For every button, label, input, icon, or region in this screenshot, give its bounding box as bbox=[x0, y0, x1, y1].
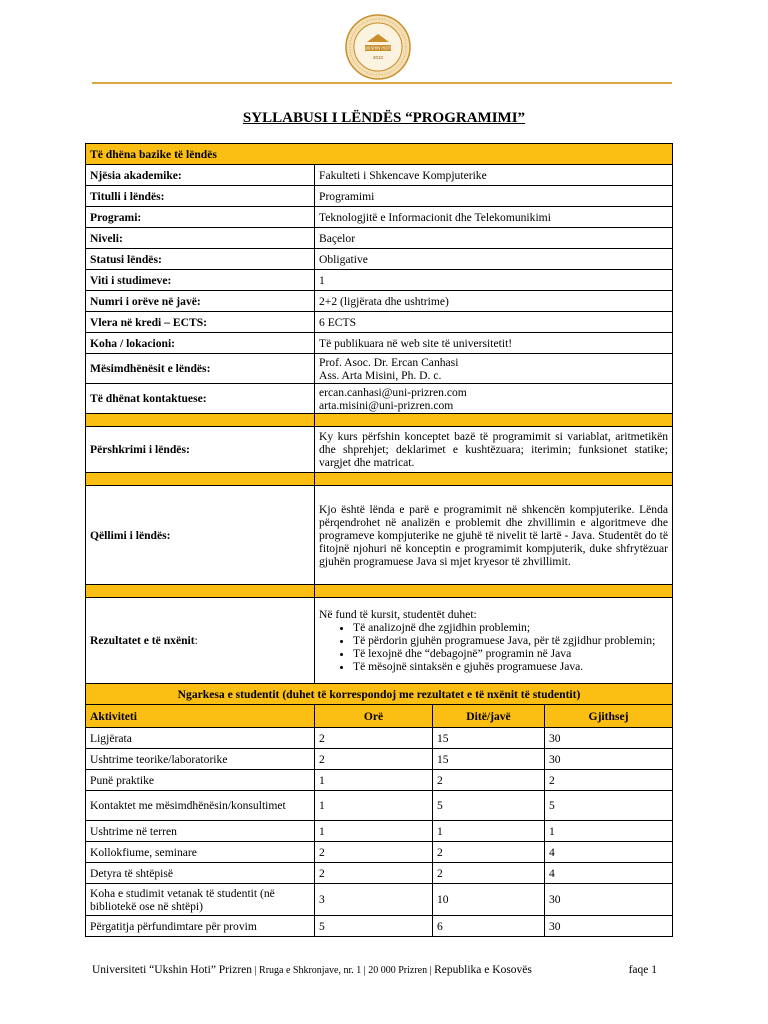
teacher-name: Prof. Asoc. Dr. Ercan Canhasi bbox=[319, 355, 459, 369]
footer-university: Universiteti “Ukshin Hoti” Prizren bbox=[92, 964, 253, 976]
info-label: Viti i studimeve: bbox=[86, 270, 315, 291]
seal-name: UKSHIN HOTI bbox=[364, 45, 392, 51]
info-value: Teknologjitë e Informacionit dhe Telekomunikimi bbox=[315, 207, 673, 228]
info-row bbox=[86, 165, 673, 186]
column-header-total: Gjithsej bbox=[545, 705, 673, 728]
description-row bbox=[86, 427, 673, 473]
teachers-label: Mësimdhënësit e lëndës: bbox=[86, 354, 315, 384]
activity-hours: 2 bbox=[315, 842, 433, 863]
activity-hours: 1 bbox=[315, 821, 433, 842]
activity-total: 5 bbox=[545, 791, 673, 821]
activity-hours: 1 bbox=[315, 791, 433, 821]
info-row bbox=[86, 333, 673, 354]
activity-hours: 1 bbox=[315, 770, 433, 791]
page-number: faqe 1 bbox=[628, 964, 657, 976]
activity-hours: 2 bbox=[315, 863, 433, 884]
info-row bbox=[86, 249, 673, 270]
activity-name: Përgatitja përfundimtare për provim bbox=[86, 916, 315, 937]
info-label: Niveli: bbox=[86, 228, 315, 249]
spacer-row bbox=[86, 414, 673, 427]
activity-total: 4 bbox=[545, 863, 673, 884]
activity-days: 2 bbox=[433, 842, 545, 863]
activity-total: 30 bbox=[545, 916, 673, 937]
objective-row bbox=[86, 486, 673, 585]
workload-header: Ngarkesa e studentit (duhet të korrespondoj me rezultatet e të nxënit të studentit) bbox=[86, 684, 673, 705]
outcome-item: • Të mësojnë sintaksën e gjuhës programuese Java. bbox=[353, 660, 668, 673]
activity-hours: 5 bbox=[315, 916, 433, 937]
activity-name: Detyra të shtëpisë bbox=[86, 863, 315, 884]
outcomes-row bbox=[86, 598, 673, 684]
workload-row bbox=[86, 842, 673, 863]
info-row bbox=[86, 186, 673, 207]
activity-total: 4 bbox=[545, 842, 673, 863]
outcomes-intro: Në fund të kursit, studentët duhet: bbox=[319, 608, 477, 621]
info-value: Obligative bbox=[315, 249, 673, 270]
footer-country: Republika e Kosovës bbox=[434, 964, 532, 976]
workload-header-row bbox=[86, 684, 673, 705]
spacer-row bbox=[86, 473, 673, 486]
activity-name: Koha e studimit vetanak të studentit (në bibliotekë ose në shtëpi) bbox=[86, 884, 315, 916]
footer-separator: | bbox=[252, 965, 260, 976]
column-header-activity: Aktiviteti bbox=[86, 705, 315, 728]
contact-email: arta.misini@uni-prizren.com bbox=[319, 398, 454, 412]
info-label: Numri i orëve në javë: bbox=[86, 291, 315, 312]
info-label: Vlera në kredi – ECTS: bbox=[86, 312, 315, 333]
activity-days: 6 bbox=[433, 916, 545, 937]
activity-total: 30 bbox=[545, 749, 673, 770]
workload-row bbox=[86, 728, 673, 749]
activity-days: 2 bbox=[433, 863, 545, 884]
activity-days: 15 bbox=[433, 749, 545, 770]
activity-hours: 2 bbox=[315, 749, 433, 770]
seal-year: 2010 bbox=[372, 55, 384, 60]
activity-name: Ushtrime teorike/laboratorike bbox=[86, 749, 315, 770]
workload-columns-row bbox=[86, 705, 673, 728]
info-value: Baçelor bbox=[315, 228, 673, 249]
contacts-label: Të dhënat kontaktuese: bbox=[86, 384, 315, 414]
info-label: Programi: bbox=[86, 207, 315, 228]
objective-text: Kjo është lënda e parë e programimit në shkencën kompjuterike. Lënda përqendrohet në analizën e problemit dhe zhvillimin e algoritmeve dhe programeve kompjuterike ne gjuhë të nivelit të lartë - Java. Studentët do të fitojnë njohuri në konceptin e programimit kompjuterik, duke shfrytëzuar gjuhën programuese Java si mjet kryesor të zhvillimit. bbox=[315, 486, 673, 585]
activity-name: Kontaktet me mësimdhënësin/konsultimet bbox=[86, 791, 315, 821]
info-value: 1 bbox=[315, 270, 673, 291]
activity-days: 10 bbox=[433, 884, 545, 916]
header-rule bbox=[92, 82, 672, 84]
footer-separator: | bbox=[427, 965, 435, 976]
column-header-days-week: Ditë/javë bbox=[433, 705, 545, 728]
outcome-item: • Të lexojnë dhe “debagojnë” programin në Java bbox=[353, 647, 668, 660]
activity-total: 30 bbox=[545, 728, 673, 749]
activity-name: Punë praktike bbox=[86, 770, 315, 791]
info-label: Statusi lëndës: bbox=[86, 249, 315, 270]
info-value: Të publikuara në web site të universitetit! bbox=[315, 333, 673, 354]
info-row bbox=[86, 228, 673, 249]
outcome-item: • Të analizojnë dhe zgjidhin problemin; bbox=[353, 621, 668, 634]
outcome-item: • Të përdorin gjuhën programuese Java, për të zgjidhur problemin; bbox=[353, 634, 668, 647]
activity-days: 2 bbox=[433, 770, 545, 791]
info-value: Fakulteti i Shkencave Kompjuterike bbox=[315, 165, 673, 186]
info-row bbox=[86, 312, 673, 333]
workload-row bbox=[86, 916, 673, 937]
workload-row bbox=[86, 863, 673, 884]
activity-name: Kollokfiume, seminare bbox=[86, 842, 315, 863]
info-row bbox=[86, 270, 673, 291]
teachers-row bbox=[86, 354, 673, 384]
info-value: 6 ECTS bbox=[315, 312, 673, 333]
info-row bbox=[86, 291, 673, 312]
activity-name: Ushtrime në terren bbox=[86, 821, 315, 842]
info-row bbox=[86, 207, 673, 228]
info-label: Njësia akademike: bbox=[86, 165, 315, 186]
activity-hours: 3 bbox=[315, 884, 433, 916]
page-footer bbox=[92, 964, 657, 976]
basics-header: Të dhëna bazike të lëndës bbox=[86, 144, 673, 165]
contacts-row bbox=[86, 384, 673, 414]
activity-hours: 2 bbox=[315, 728, 433, 749]
workload-row bbox=[86, 770, 673, 791]
workload-row bbox=[86, 884, 673, 916]
activity-total: 2 bbox=[545, 770, 673, 791]
info-label: Titulli i lëndës: bbox=[86, 186, 315, 207]
document-title: SYLLABUSI I LËNDËS “PROGRAMIMI” bbox=[242, 110, 526, 126]
description-text: Ky kurs përfshin konceptet bazë të programimit si variablat, aritmetikën dhe shprehjet; deklarimet e kushtëzuara; iterimin; funksionet statike; vargjet dhe matricat. bbox=[315, 427, 673, 473]
outcomes-label: Rezultatet e të nxënit bbox=[90, 634, 195, 647]
teacher-name: Ass. Arta Misini, Ph. D. c. bbox=[319, 368, 442, 382]
info-label: Koha / lokacioni: bbox=[86, 333, 315, 354]
description-label: Përshkrimi i lëndës: bbox=[86, 427, 315, 473]
workload-row bbox=[86, 791, 673, 821]
outcomes-list bbox=[319, 621, 668, 673]
activity-name: Ligjërata bbox=[86, 728, 315, 749]
activity-total: 30 bbox=[545, 884, 673, 916]
objective-label: Qëllimi i lëndës: bbox=[86, 486, 315, 585]
workload-row bbox=[86, 821, 673, 842]
university-seal-logo bbox=[345, 14, 411, 80]
outcomes-label-colon: : bbox=[194, 634, 198, 647]
contact-email: ercan.canhasi@uni-prizren.com bbox=[319, 385, 467, 399]
activity-days: 5 bbox=[433, 791, 545, 821]
basics-header-row bbox=[86, 144, 673, 165]
syllabus-table bbox=[85, 143, 673, 937]
spacer-row bbox=[86, 585, 673, 598]
activity-days: 15 bbox=[433, 728, 545, 749]
activity-total: 1 bbox=[545, 821, 673, 842]
column-header-hours: Orë bbox=[315, 705, 433, 728]
info-value: 2+2 (ligjërata dhe ushtrime) bbox=[315, 291, 673, 312]
footer-address: Rruga e Shkronjave, nr. 1 | 20 000 Prizren bbox=[259, 965, 428, 976]
info-value: Programimi bbox=[315, 186, 673, 207]
workload-row bbox=[86, 749, 673, 770]
activity-days: 1 bbox=[433, 821, 545, 842]
